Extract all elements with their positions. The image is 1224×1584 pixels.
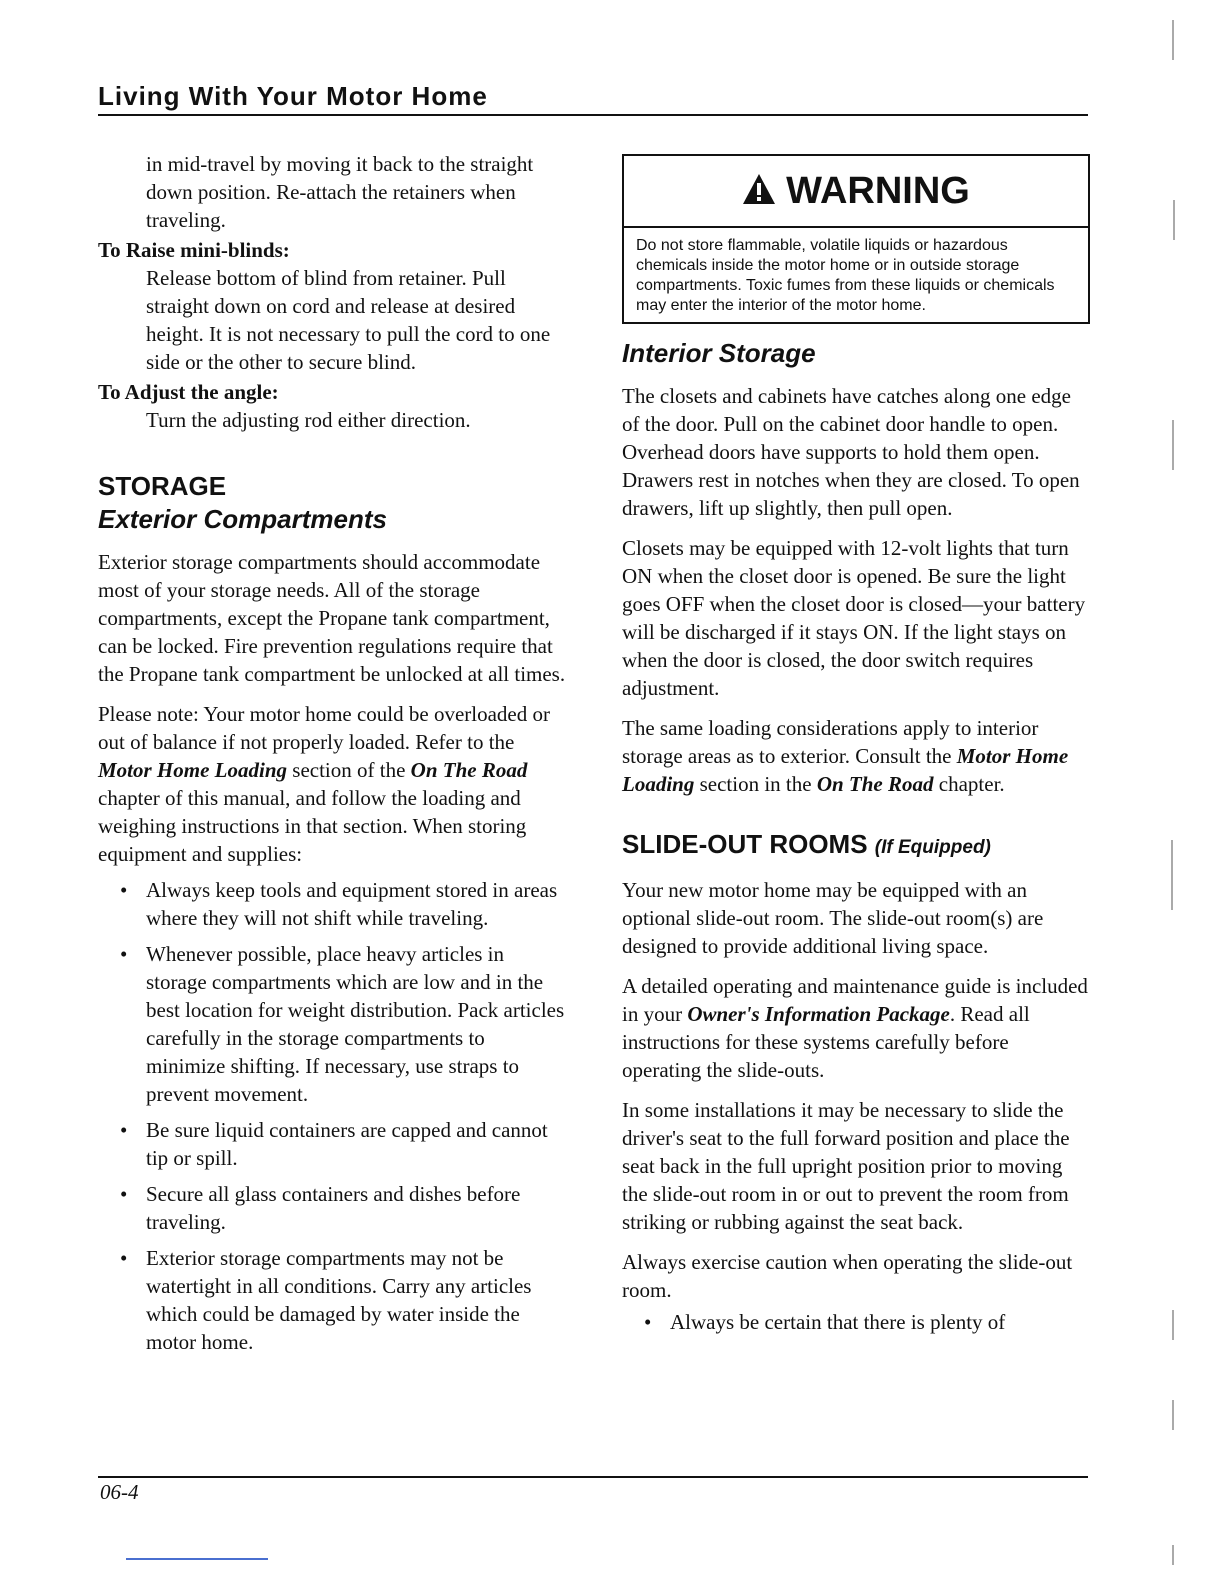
motor-home-loading-ref: Motor Home Loading bbox=[622, 744, 1069, 796]
if-equipped-qualifier: (If Equipped) bbox=[874, 837, 991, 858]
on-the-road-ref: On The Road bbox=[410, 758, 528, 782]
raise-blinds-text: Release bottom of blind from retainer. Pull straight down on cord and release at desired height. It is not necessary to pull the cord to one side or the other to secure blind. bbox=[146, 266, 551, 374]
on-the-road-ref: On The Road bbox=[816, 772, 934, 796]
warning-title: WARNING bbox=[786, 169, 970, 212]
page-header bbox=[98, 80, 1088, 116]
list-item: • Whenever possible, place heavy articles in storage compartments which are low and in the best location for weight distribution. Pack articles carefully in the storage compartments to minimize shifting. If necessary, use straps to prevent movement. bbox=[120, 942, 565, 1106]
list-item: • Secure all glass containers and dishes before traveling. bbox=[120, 1182, 521, 1234]
slide-out-rooms-heading: SLIDE-OUT ROOMS (If Equipped) bbox=[622, 829, 991, 859]
loading-note-paragraph: Please note: Your motor home could be overloaded or out of balance if not properly loaded. Refer to the Motor Home Loading section of the On The Road chapter of this manual, and follow the loading and weighing instructions in that section. When storing equipment and supplies: bbox=[98, 702, 550, 866]
list-item: • Always keep tools and equipment stored in areas where they will not shift while traveling. bbox=[120, 878, 558, 930]
scan-artifact-line bbox=[126, 1558, 268, 1560]
adjust-angle-text: Turn the adjusting rod either direction. bbox=[146, 408, 471, 432]
right-column bbox=[622, 154, 1090, 1336]
slide-paragraph-4: Always exercise caution when operating the slide-out room. bbox=[622, 1250, 1073, 1302]
page-number: 06-4 bbox=[100, 1480, 139, 1504]
warning-triangle-icon bbox=[742, 173, 776, 210]
interior-paragraph-3: The same loading considerations apply to interior storage areas as to exterior. Consult the Motor Home Loading section in the On The Road chapter. bbox=[622, 716, 1069, 796]
footer-rule bbox=[98, 1476, 1088, 1478]
exterior-paragraph: Exterior storage compartments should accommodate most of your storage needs. All of the storage compartments, except the Propane tank compartment, can be locked. Fire prevention regulations require that the Propane tank compartment be unlocked at all times. bbox=[98, 550, 566, 686]
interior-storage-heading: Interior Storage bbox=[622, 338, 816, 368]
intro-paragraph: in mid-travel by moving it back to the straight down position. Re-attach the retainers when traveling. bbox=[146, 152, 534, 232]
interior-paragraph-2: Closets may be equipped with 12-volt lights that turn ON when the closet door is opened. Be sure the light goes OFF when the closet door is closed—your battery will be discharged if it stays ON. If the light stays on when the door is closed, the door switch requires adjustment. bbox=[622, 536, 1086, 700]
interior-paragraph-1: The closets and cabinets have catches along one edge of the door. Pull on the cabinet door handle to open. Overhead doors have supports to hold them open. Drawers rest in notches when they are closed. To open drawers, lift up slightly, then pull open. bbox=[622, 384, 1080, 520]
list-item: • Always be certain that there is plenty of bbox=[644, 1310, 1006, 1334]
warning-text: Do not store flammable, volatile liquids or hazardous chemicals inside the motor home or in outside storage compartments. Toxic fumes from these liquids or chemicals may enter the interior of the motor home. bbox=[636, 237, 1055, 314]
header-rule bbox=[98, 114, 1088, 116]
slide-bullet-list bbox=[622, 1308, 1090, 1336]
exterior-compartments-heading: Exterior Compartments bbox=[98, 504, 387, 534]
raise-blinds-heading: To Raise mini-blinds: bbox=[98, 238, 290, 262]
owners-info-package-ref: Owner's Information Package bbox=[687, 1002, 950, 1026]
storage-heading: STORAGE bbox=[98, 471, 227, 501]
header-title: Living With Your Motor Home bbox=[98, 81, 488, 111]
adjust-angle-heading: To Adjust the angle: bbox=[98, 380, 279, 404]
list-item: • Exterior storage compartments may not be watertight in all conditions. Carry any articles which could be damaged by water inside the motor home. bbox=[120, 1246, 532, 1354]
warning-header bbox=[624, 156, 1088, 228]
left-column bbox=[98, 150, 566, 1356]
storage-bullet-list bbox=[98, 876, 566, 1356]
warning-box bbox=[622, 154, 1090, 324]
list-item: • Be sure liquid containers are capped and cannot tip or spill. bbox=[120, 1118, 548, 1170]
scan-edge-marks bbox=[1168, 0, 1178, 1584]
slide-paragraph-2: A detailed operating and maintenance guide is included in your Owner's Information Package. Read all instructions for these systems carefully before operating the slide-outs. bbox=[622, 974, 1088, 1082]
slide-paragraph-3: In some installations it may be necessary to slide the driver's seat to the full forward position and place the seat back in the full upright position prior to moving the slide-out room in or out to prevent the room from striking or rubbing against the seat back. bbox=[622, 1098, 1070, 1234]
slide-paragraph-1: Your new motor home may be equipped with an optional slide-out room. The slide-out room(s) are designed to provide additional living space. bbox=[622, 878, 1044, 958]
motor-home-loading-ref: Motor Home Loading bbox=[98, 758, 288, 782]
